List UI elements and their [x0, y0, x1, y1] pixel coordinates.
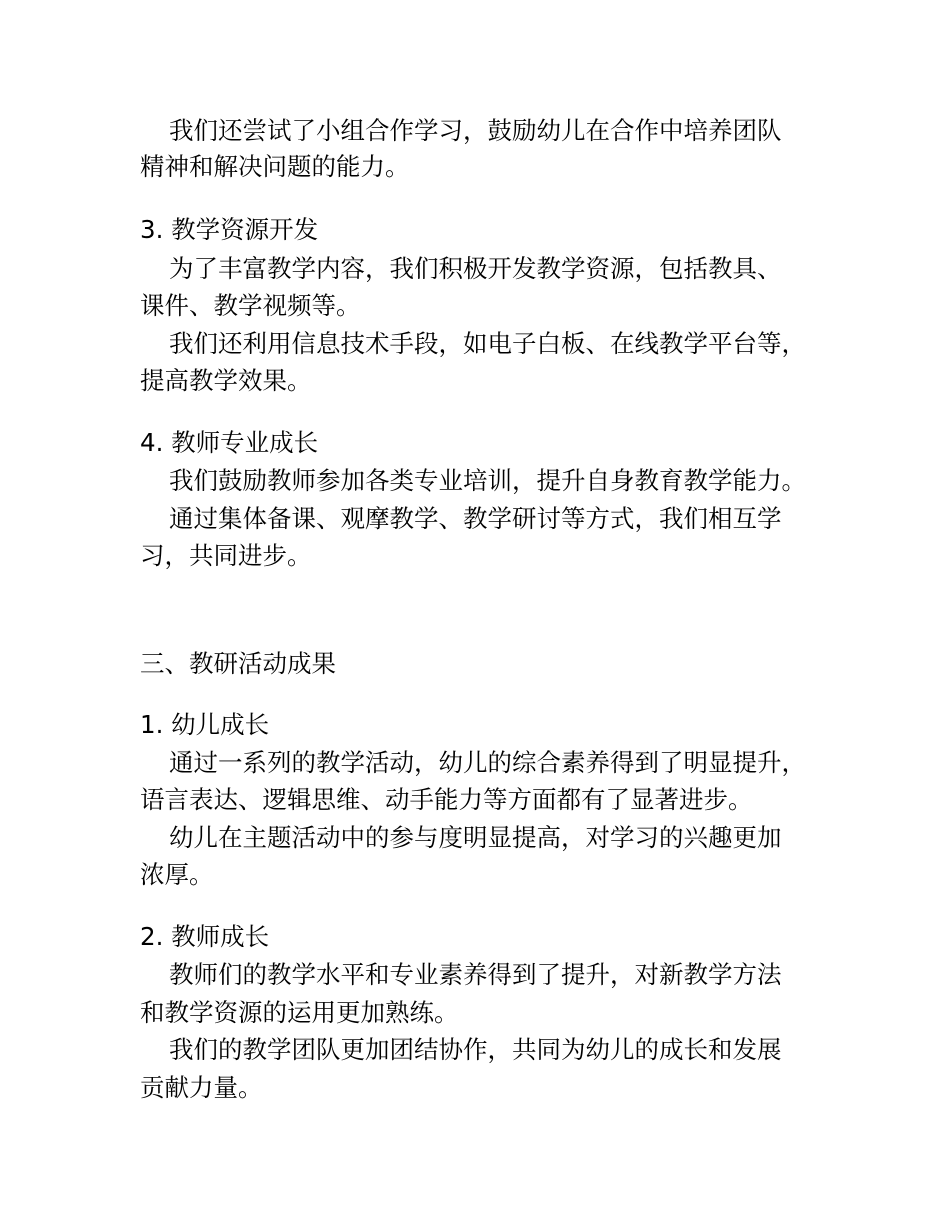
paragraph-line: 和教学资源的运用更加熟练。 [140, 998, 459, 1027]
paragraph-line: 幼儿在主题活动中的参与度明显提高，对学习的兴趣更加 [169, 823, 782, 852]
paragraph-line: 精神和解决问题的能力。 [140, 152, 410, 181]
paragraph-line: 课件、教学视频等。 [140, 291, 361, 320]
paragraph-line: 我们鼓励教师参加各类专业培训，提升自身教育教学能力。 [169, 466, 806, 495]
section-heading: 3. 教学资源开发 [140, 215, 319, 244]
paragraph-line: 贡献力量。 [140, 1073, 263, 1102]
paragraph-line: 通过一系列的教学活动，幼儿的综合素养得到了明显提升， [169, 748, 806, 777]
paragraph-line: 提高教学效果。 [140, 366, 312, 395]
paragraph-line: 我们还利用信息技术手段，如电子白板、在线教学平台等， [169, 329, 806, 358]
paragraph-line: 习，共同进步。 [140, 541, 312, 570]
paragraph-line: 为了丰富教学内容，我们积极开发教学资源，包括教具、 [169, 254, 782, 283]
section-heading: 1. 幼儿成长 [140, 710, 270, 739]
section-heading: 2. 教师成长 [140, 922, 270, 951]
paragraph-line: 浓厚。 [140, 860, 214, 889]
paragraph-line: 语言表达、逻辑思维、动手能力等方面都有了显著进步。 [140, 785, 753, 814]
paragraph-line: 通过集体备课、观摩教学、教学研讨等方式，我们相互学 [169, 504, 782, 533]
paragraph-line: 教师们的教学水平和专业素养得到了提升，对新教学方法 [169, 960, 782, 989]
section-heading: 4. 教师专业成长 [140, 428, 319, 457]
paragraph-line: 我们的教学团队更加团结协作，共同为幼儿的成长和发展 [169, 1035, 782, 1064]
chapter-heading: 三、教研活动成果 [140, 649, 336, 678]
paragraph-line: 我们还尝试了小组合作学习，鼓励幼儿在合作中培养团队 [169, 116, 782, 145]
